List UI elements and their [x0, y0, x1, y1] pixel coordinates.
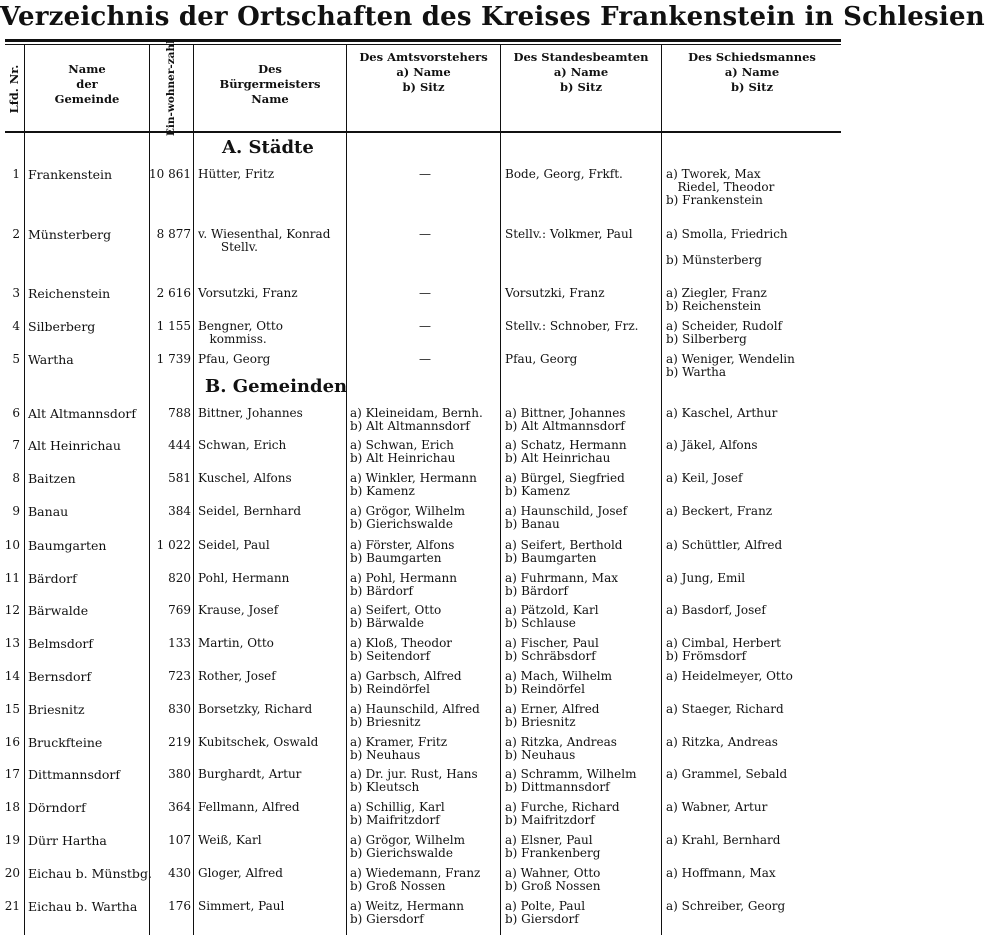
einwohner-count: 107 — [168, 833, 191, 847]
schiedsmann-info: a) Ziegler, Franz b) Reichenstein — [666, 286, 767, 313]
amtsvorsteher-info: — — [419, 227, 431, 241]
amtsvorsteher-info: a) Förster, Alfons b) Baumgarten — [350, 538, 455, 565]
column-divider — [24, 45, 25, 935]
gemeinde-name: Baitzen — [28, 471, 76, 486]
schiedsmann-info: a) Beckert, Franz — [666, 504, 773, 518]
standesbeamter-info: a) Furche, Richard b) Maifritzdorf — [505, 800, 620, 827]
amtsvorsteher-info: — — [419, 319, 431, 333]
row-number: 18 — [4, 800, 20, 814]
amtsvorsteher-info: a) Seifert, Otto b) Bärwalde — [350, 603, 442, 630]
gemeinde-name: Münsterberg — [28, 227, 112, 242]
amtsvorsteher-info: a) Winkler, Hermann b) Kamenz — [350, 471, 477, 498]
header-schiedsmann-line2: a) Name — [724, 65, 780, 79]
amtsvorsteher-info: a) Wiedemann, Franz b) Groß Nossen — [350, 866, 481, 893]
amtsvorsteher-info: — — [419, 352, 431, 366]
standesbeamter-info: a) Polte, Paul b) Giersdorf — [505, 899, 586, 926]
row-number: 20 — [4, 866, 20, 880]
gemeinde-name: Briesnitz — [28, 702, 85, 717]
header-buergermeister-line3: Name — [251, 92, 289, 106]
standesbeamter-info: a) Bittner, Johannes b) Alt Altmannsdorf — [505, 406, 626, 433]
standesbeamter-info: Stellv.: Schnober, Frz. — [505, 319, 639, 333]
amtsvorsteher-info: a) Grögor, Wilhelm b) Gierichswalde — [350, 833, 465, 860]
schiedsmann-info: a) Kaschel, Arthur — [666, 406, 778, 420]
gemeinde-name: Bärdorf — [28, 571, 77, 586]
buergermeister-name: Borsetzky, Richard — [198, 702, 313, 716]
einwohner-count: 723 — [168, 669, 191, 683]
row-number: 9 — [12, 504, 20, 518]
header-schiedsmann-line3: b) Sitz — [730, 80, 773, 94]
schiedsmann-info: a) Krahl, Bernhard — [666, 833, 781, 847]
buergermeister-name: Hütter, Fritz — [198, 167, 275, 181]
header-amtsvorsteher-line3: b) Sitz — [402, 80, 445, 94]
standesbeamter-info: a) Haunschild, Josef b) Banau — [505, 504, 628, 531]
einwohner-count: 8 877 — [156, 227, 191, 241]
buergermeister-name: Bittner, Johannes — [198, 406, 303, 420]
header-buergermeister — [194, 62, 346, 107]
header-gemeinde-line3: Gemeinde — [54, 92, 120, 106]
einwohner-count: 133 — [168, 636, 191, 650]
amtsvorsteher-info: a) Weitz, Hermann b) Giersdorf — [350, 899, 465, 926]
amtsvorsteher-info: — — [419, 286, 431, 300]
standesbeamter-info: a) Fuhrmann, Max b) Bärdorf — [505, 571, 618, 598]
buergermeister-name: Rother, Josef — [198, 669, 276, 683]
row-number: 3 — [12, 286, 20, 300]
gemeinde-name: Alt Heinrichau — [28, 438, 121, 453]
standesbeamter-info: Bode, Georg, Frkft. — [505, 167, 623, 181]
amtsvorsteher-info: a) Schwan, Erich b) Alt Heinrichau — [350, 438, 456, 465]
standesbeamter-info: a) Schramm, Wilhelm b) Dittmannsdorf — [505, 767, 637, 794]
header-gemeinde-line1: Name — [68, 62, 106, 76]
schiedsmann-info: a) Grammel, Sebald — [666, 767, 788, 781]
gemeinde-name: Dittmannsdorf — [28, 767, 121, 782]
gemeinde-name: Alt Altmannsdorf — [28, 406, 137, 421]
schiedsmann-info: a) Hoffmann, Max — [666, 866, 776, 880]
buergermeister-name: Schwan, Erich — [198, 438, 287, 452]
gemeinde-name: Banau — [28, 504, 69, 519]
header-buergermeister-line2: Bürgermeisters — [219, 77, 321, 91]
einwohner-count: 384 — [168, 504, 191, 518]
buergermeister-name: Pfau, Georg — [198, 352, 271, 366]
standesbeamter-info: a) Pätzold, Karl b) Schlause — [505, 603, 599, 630]
row-number: 16 — [4, 735, 20, 749]
header-amtsvorsteher-line2: a) Name — [396, 65, 451, 79]
row-number: 6 — [12, 406, 20, 420]
header-buergermeister-line1: Des — [258, 62, 282, 76]
buergermeister-name: v. Wiesenthal, Konrad Stellv. — [198, 227, 331, 254]
standesbeamter-info: a) Mach, Wilhelm b) Reindörfel — [505, 669, 613, 696]
buergermeister-name: Fellmann, Alfred — [198, 800, 300, 814]
gemeinde-name: Belmsdorf — [28, 636, 93, 651]
header-standesbeamter-line3: b) Sitz — [559, 80, 602, 94]
schiedsmann-info: a) Schreiber, Georg — [666, 899, 786, 913]
buergermeister-name: Weiß, Karl — [198, 833, 262, 847]
buergermeister-name: Seidel, Paul — [198, 538, 270, 552]
amtsvorsteher-info: a) Schillig, Karl b) Maifritzdorf — [350, 800, 445, 827]
gemeinde-name: Baumgarten — [28, 538, 107, 553]
amtsvorsteher-info: a) Dr. jur. Rust, Hans b) Kleutsch — [350, 767, 478, 794]
header-amtsvorsteher-line1: Des Amtsvorstehers — [359, 50, 488, 64]
buergermeister-name: Gloger, Alfred — [198, 866, 283, 880]
einwohner-count: 788 — [168, 406, 191, 420]
header-standesbeamter — [501, 50, 661, 95]
header-standesbeamter-line2: a) Name — [553, 65, 609, 79]
column-divider — [661, 45, 662, 935]
title-rule-thin — [5, 44, 841, 45]
schiedsmann-info: a) Tworek, Max Riedel, Theodor b) Frankenstein — [666, 167, 775, 207]
row-number: 14 — [4, 669, 20, 683]
schiedsmann-info: a) Staeger, Richard — [666, 702, 784, 716]
standesbeamter-info: a) Bürgel, Siegfried b) Kamenz — [505, 471, 625, 498]
gemeinde-name: Bernsdorf — [28, 669, 92, 684]
einwohner-count: 2 616 — [156, 286, 191, 300]
schiedsmann-info: a) Ritzka, Andreas — [666, 735, 778, 749]
buergermeister-name: Vorsutzki, Franz — [198, 286, 298, 300]
einwohner-count: 364 — [168, 800, 191, 814]
einwohner-count: 219 — [168, 735, 191, 749]
buergermeister-name: Burghardt, Artur — [198, 767, 302, 781]
einwohner-count: 380 — [168, 767, 191, 781]
header-schiedsmann-line1: Des Schiedsmannes — [688, 50, 816, 64]
row-number: 13 — [4, 636, 20, 650]
schiedsmann-info: a) Weniger, Wendelin b) Wartha — [666, 352, 795, 379]
amtsvorsteher-info: a) Kloß, Theodor b) Seitendorf — [350, 636, 453, 663]
row-number: 15 — [4, 702, 20, 716]
row-number: 7 — [12, 438, 20, 452]
gemeinde-name: Wartha — [28, 352, 74, 367]
schiedsmann-info: a) Schüttler, Alfred — [666, 538, 783, 552]
amtsvorsteher-info: a) Garbsch, Alfred b) Reindörfel — [350, 669, 462, 696]
schiedsmann-info: a) Jäkel, Alfons — [666, 438, 758, 452]
standesbeamter-info: a) Elsner, Paul b) Frankenberg — [505, 833, 601, 860]
einwohner-count: 830 — [168, 702, 191, 716]
einwohner-count: 581 — [168, 471, 191, 485]
row-number: 12 — [4, 603, 20, 617]
schiedsmann-info: a) Smolla, Friedrich b) Münsterberg — [666, 227, 788, 267]
schiedsmann-info: a) Basdorf, Josef — [666, 603, 766, 617]
header-gemeinde — [25, 62, 149, 107]
schiedsmann-info: a) Keil, Josef — [666, 471, 743, 485]
einwohner-count: 176 — [168, 899, 191, 913]
row-number: 5 — [12, 352, 20, 366]
row-number: 1 — [12, 167, 20, 181]
standesbeamter-info: Stellv.: Volkmer, Paul — [505, 227, 633, 241]
gemeinde-name: Reichenstein — [28, 286, 111, 301]
section-heading-staedte: A. Städte — [222, 137, 314, 158]
row-number: 17 — [4, 767, 20, 781]
row-number: 11 — [4, 571, 20, 585]
einwohner-count: 1 155 — [156, 319, 191, 333]
buergermeister-name: Simmert, Paul — [198, 899, 285, 913]
gemeinde-name: Frankenstein — [28, 167, 113, 182]
standesbeamter-info: a) Ritzka, Andreas b) Neuhaus — [505, 735, 617, 762]
standesbeamter-info: a) Schatz, Hermann b) Alt Heinrichau — [505, 438, 627, 465]
gemeinde-name: Silberberg — [28, 319, 96, 334]
einwohner-count: 430 — [168, 866, 191, 880]
gemeinde-name: Dörndorf — [28, 800, 86, 815]
amtsvorsteher-info: a) Haunschild, Alfred b) Briesnitz — [350, 702, 480, 729]
standesbeamter-info: a) Fischer, Paul b) Schräbsdorf — [505, 636, 599, 663]
einwohner-count: 1 022 — [156, 538, 191, 552]
amtsvorsteher-info: a) Pohl, Hermann b) Bärdorf — [350, 571, 457, 598]
standesbeamter-info: Vorsutzki, Franz — [505, 286, 605, 300]
header-einwohner: Ein-wohner-zahl — [165, 39, 177, 137]
gemeinde-name: Bärwalde — [28, 603, 89, 618]
header-amtsvorsteher — [347, 50, 500, 95]
header-standesbeamter-line1: Des Standesbeamten — [513, 50, 649, 64]
row-number: 2 — [12, 227, 20, 241]
standesbeamter-info: a) Wahner, Otto b) Groß Nossen — [505, 866, 601, 893]
schiedsmann-info: a) Heidelmeyer, Otto — [666, 669, 793, 683]
buergermeister-name: Bengner, Otto kommiss. — [198, 319, 283, 346]
einwohner-count: 10 861 — [149, 167, 191, 181]
section-heading-gemeinden: B. Gemeinden — [205, 376, 348, 397]
header-gemeinde-line2: der — [76, 77, 98, 91]
amtsvorsteher-info: a) Grögor, Wilhelm b) Gierichswalde — [350, 504, 465, 531]
row-number: 10 — [4, 538, 20, 552]
einwohner-count: 769 — [168, 603, 191, 617]
standesbeamter-info: a) Erner, Alfred b) Briesnitz — [505, 702, 600, 729]
schiedsmann-info: a) Scheider, Rudolf b) Silberberg — [666, 319, 783, 346]
buergermeister-name: Kubitschek, Oswald — [198, 735, 319, 749]
row-number: 4 — [12, 319, 20, 333]
einwohner-count: 1 739 — [156, 352, 191, 366]
header-bottom-rule — [5, 131, 841, 133]
buergermeister-name: Krause, Josef — [198, 603, 279, 617]
buergermeister-name: Kuschel, Alfons — [198, 471, 292, 485]
amtsvorsteher-info: a) Kleineidam, Bernh. b) Alt Altmannsdorf — [350, 406, 483, 433]
header-schiedsmann — [662, 50, 842, 95]
schiedsmann-info: a) Jung, Emil — [666, 571, 746, 585]
buergermeister-name: Pohl, Hermann — [198, 571, 290, 585]
row-number: 19 — [4, 833, 20, 847]
einwohner-count: 444 — [168, 438, 191, 452]
gemeinde-name: Dürr Hartha — [28, 833, 107, 848]
title-rule-thick — [5, 39, 841, 42]
page-title: Verzeichnis der Ortschaften des Kreises Frankenstein in Schlesien — [0, 2, 985, 32]
column-divider — [193, 45, 194, 935]
amtsvorsteher-info: — — [419, 167, 431, 181]
column-divider — [346, 45, 347, 935]
einwohner-count: 820 — [168, 571, 191, 585]
schiedsmann-info: a) Cimbal, Herbert b) Frömsdorf — [666, 636, 781, 663]
standesbeamter-info: a) Seifert, Berthold b) Baumgarten — [505, 538, 623, 565]
buergermeister-name: Martin, Otto — [198, 636, 274, 650]
schiedsmann-info: a) Wabner, Artur — [666, 800, 768, 814]
row-number: 8 — [12, 471, 20, 485]
header-nr: Lfd. Nr. — [7, 64, 21, 114]
column-divider — [500, 45, 501, 935]
gemeinde-name: Eichau b. Münstbg. — [28, 866, 152, 881]
amtsvorsteher-info: a) Kramer, Fritz b) Neuhaus — [350, 735, 448, 762]
gemeinde-name: Bruckfteine — [28, 735, 103, 750]
gemeinde-name: Eichau b. Wartha — [28, 899, 138, 914]
standesbeamter-info: Pfau, Georg — [505, 352, 578, 366]
row-number: 21 — [4, 899, 20, 913]
buergermeister-name: Seidel, Bernhard — [198, 504, 302, 518]
